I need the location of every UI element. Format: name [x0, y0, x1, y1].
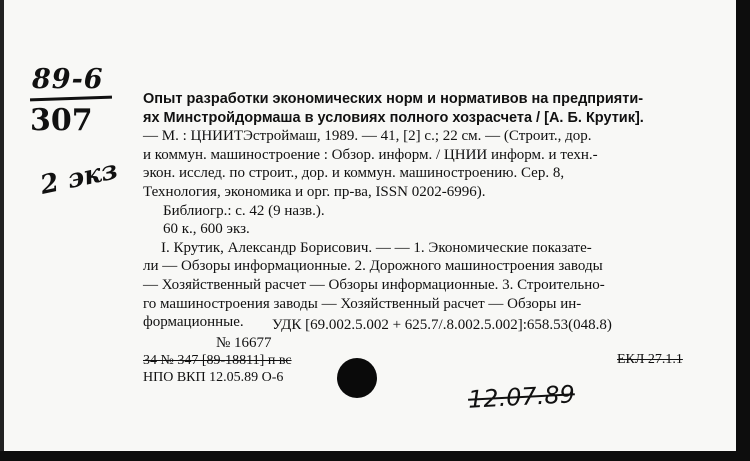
card-edge-bottom [0, 451, 750, 461]
handwritten-call-number-top: 89-6 [32, 64, 104, 95]
record-price-copies: 60 к., 600 экз. [163, 221, 250, 238]
record-number: № 16677 [216, 335, 272, 351]
processing-code-line-1: 34 № 347 [89-18811] п вс [143, 353, 292, 368]
record-line-5: экон. исслед. по строит., дор. и коммун. машиностроению. Сер. 8, [143, 165, 565, 182]
record-subject-line-1: I. Крутик, Александр Борисович. — — 1. Экономические показате- [161, 239, 592, 256]
ink-blot [337, 358, 377, 398]
record-bibliography: Библиогр.: с. 42 (9 назв.). [163, 202, 325, 219]
record-line-3: — М. : ЦНИИТЭстроймаш, 1989. — 41, [2] с.; 22 см. — (Строит., дор. [143, 128, 592, 145]
handwritten-stamp-date: 12.07.89 [467, 380, 576, 414]
handwritten-copies-note: 2 экз [37, 155, 121, 201]
record-line-6: Технология, экономика и орг. пр-ва, ISSN 0202-6996). [143, 183, 486, 200]
handwritten-underline [30, 96, 112, 102]
record-subject-line-5: формационные. [143, 314, 244, 331]
record-title-line-1: Опыт разработки экономических норм и нормативов на предприяти- [143, 91, 644, 107]
record-line-4: и коммун. машиностроение : Обзор. информ. / ЦНИИ информ. и техн.- [143, 146, 598, 163]
handwritten-call-number-bottom: 307 [30, 103, 93, 138]
ekl-code: ЕКЛ 27.1.1 [617, 352, 683, 367]
record-subject-line-4: го машиностроения заводы — Хозяйственный расчет — Обзоры ин- [143, 295, 582, 312]
record-subject-line-2: ли — Обзоры информационные. 2. Дорожного машиностроения заводы [143, 258, 603, 275]
bibliographic-record [143, 90, 715, 332]
record-subject-line-3: — Хозяйственный расчет — Обзоры информационные. 3. Строительно- [143, 276, 605, 293]
record-title-line-2: ях Минстройдормаша в условиях полного хозрасчета / [А. Б. Крутик]. [143, 109, 644, 126]
card-edge-left [0, 0, 4, 461]
processing-code-line-2: НПО ВКП 12.05.89 О-6 [143, 370, 284, 385]
card-edge-right [736, 0, 750, 461]
udk-classification: УДК [69.002.5.002 + 625.7/.8.002.5.002]:658.53(048.8) [272, 317, 612, 333]
